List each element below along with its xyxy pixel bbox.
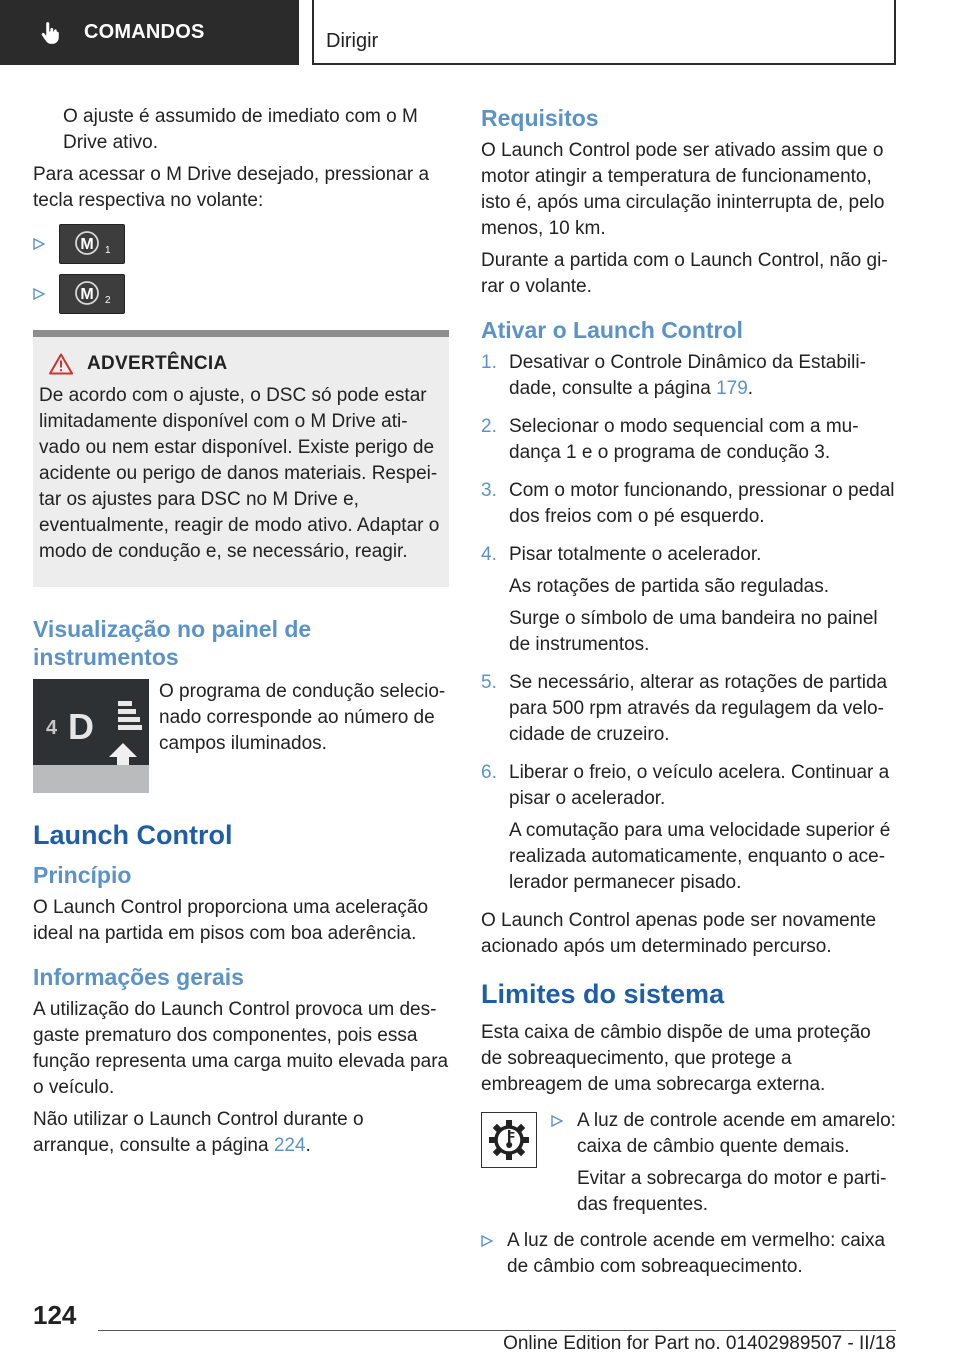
paragraph: O Launch Control proporciona uma aceleração ideal na partida em pisos com boa aderência. [33,897,429,944]
chapter-tab[interactable] [0,0,299,65]
warning-title: ADVERTÊNCIA [87,353,228,374]
list-item [481,478,897,536]
chapter-heading: Launch Control [33,820,233,850]
limit-text: A luz de controle acende em vermelho: caixa de câmbio com sobreaquecimento. [507,1230,886,1277]
svg-text:M: M [80,286,94,303]
list-item [481,1228,897,1286]
list-item [481,670,897,754]
paragraph: Esta caixa de câmbio dispõe de uma proteção de sobreaquecimento, que protege a embreagem de uma sobrecarga externa. [481,1022,871,1095]
right-column [481,104,897,1286]
triangle-bullet-icon [33,288,45,300]
section-title: Dirigir [326,30,379,52]
svg-text:D: D [68,706,94,747]
hand-pointer-icon [38,20,64,46]
step-text: Se necessário, alterar as rotações de partida para 500 rpm através da regulagem da velocidade de cruzeiro. [509,672,888,745]
list-item [481,760,897,902]
list-item [481,542,897,664]
step-number: 5. [481,672,497,693]
section-header [312,0,896,65]
paragraph [33,1107,449,1159]
warning-text: De acordo com o ajuste, o DSC só pode estar limitadamente disponível com o M Drive ativado ou nem estar disponível. Existe perigo de acidente ou perigo de danos materiais. Respeitar os ajustes para DSC no M Drive e, eventualmente, reagir de modo ativo. Adaptar o modo de condução e, se necessário, reagir. [39,385,440,562]
warning-triangle-icon [49,353,73,375]
footer-edition: Online Edition for Part no. 01402989507 - II/18 [503,1333,896,1354]
list-item [33,274,449,314]
list-item [33,224,449,264]
limit-note: Evitar a sobrecarga do motor e partidas frequentes. [577,1168,887,1215]
paragraph: A utilização do Launch Control provoca um desgaste prematuro dos componentes, pois essa função representa uma carga muito elevada para o veículo. [33,999,449,1098]
triangle-bullet-icon [551,1115,563,1127]
section-heading: Princípio [33,862,132,888]
step-text: Pisar totalmente o acelerador. [509,544,762,565]
instrument-display-block [33,679,449,793]
step-number: 6. [481,762,497,783]
gearbox-warning-image [481,1112,537,1168]
paragraph: O Launch Control apenas pode ser novamente acionado após um determinado percurso. [481,910,877,957]
step-note: Surge o símbolo de uma bandeira no painel de instrumentos. [509,608,878,655]
triangle-bullet-icon [33,238,45,250]
instrument-display-image [33,679,149,793]
page-number: 124 [33,1300,77,1330]
section-heading: Visualização no painel de instrumentos [33,616,312,670]
svg-text:2: 2 [105,295,111,306]
svg-text:4: 4 [46,717,58,739]
warning-box [33,330,449,587]
m2-button-image [59,274,125,314]
page-link[interactable]: 224 [273,1135,306,1156]
step-text: Desativar o Controle Dinâmico da Estabilidade, consulte a página 179. [509,352,866,399]
m-drive-1-icon [69,229,115,259]
svg-text:1: 1 [105,245,111,256]
svg-text:M: M [80,236,94,253]
limit-text: A luz de controle acende em amarelo: caixa de câmbio quente demais. [577,1110,896,1157]
limits-block [481,1108,897,1224]
section-heading: Ativar o Launch Control [481,317,743,343]
paragraph: Para acessar o M Drive desejado, pressionar a tecla respectiva no volante: [33,164,430,211]
instrument-text: O programa de condução selecionado corresponde ao número de campos iluminados. [159,681,446,754]
left-column [33,104,449,1165]
punct: . [305,1135,311,1156]
paragraph: O Launch Control pode ser ativado assim que o motor atingir a temperatura de funcionamento, isto é, após uma circulação ininterrupta de, pelo menos, 10 km. [481,140,885,239]
page-link[interactable]: 179 [716,378,748,399]
step-text: Selecionar o modo sequencial com a mudança 1 e o programa de condução 3. [509,416,859,463]
list-item [481,350,897,408]
m-drive-2-icon [69,279,115,309]
chapter-tab-label: COMANDOS [84,21,205,43]
chapter-heading: Limites do sistema [481,979,725,1009]
steps-list [481,350,897,902]
step-note: A comutação para uma velocidade superior é realizada automaticamente, enquanto o acelerador permanecer pisado. [509,820,891,893]
step-number: 4. [481,544,497,565]
paragraph: Durante a partida com o Launch Control, não girar o volante. [481,250,888,297]
step-text: Liberar o freio, o veículo acelera. Continuar a pisar o acelerador. [509,762,890,809]
note-text: Não utilizar o Launch Control durante o arranque, consulte a página [33,1109,364,1156]
step-number: 1. [481,352,497,373]
triangle-bullet-icon [481,1235,493,1247]
section-heading: Requisitos [481,105,599,131]
step-text: Com o motor funcionando, pressionar o pedal dos freios com o pé esquerdo. [509,480,895,527]
section-heading: Informações gerais [33,964,244,990]
list-item [481,414,897,472]
m1-button-image [59,224,125,264]
step-note: As rotações de partida são reguladas. [509,576,830,597]
list-item [551,1108,897,1224]
step-number: 3. [481,480,497,501]
step-number: 2. [481,416,497,437]
gear-temperature-icon [487,1118,531,1162]
paragraph: O ajuste é assumido de imediato com o M Drive ativo. [63,106,418,153]
footer-divider [98,1330,896,1331]
